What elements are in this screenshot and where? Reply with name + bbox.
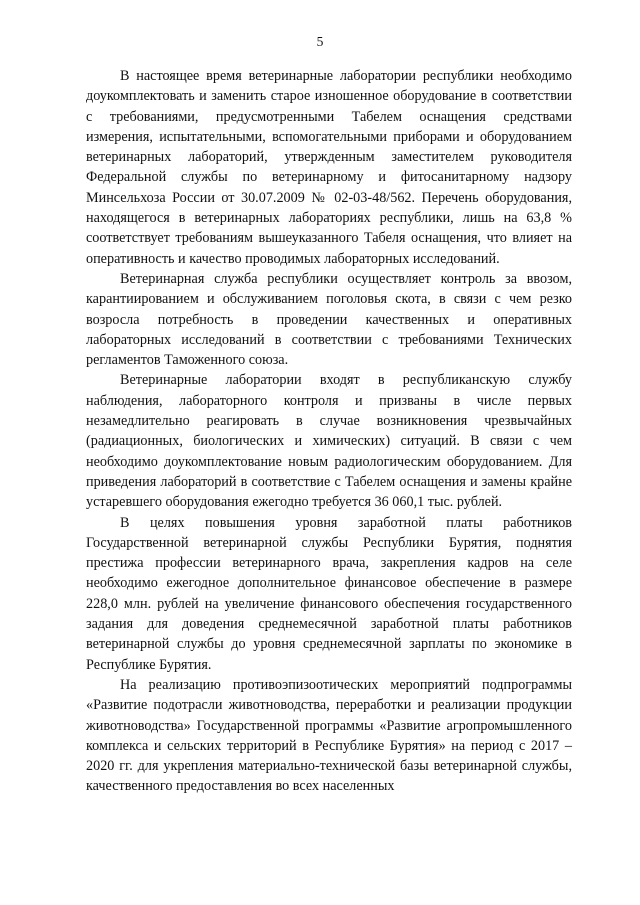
paragraph-lab-equipment: В настоящее время ветеринарные лаборатории республики необходимо доукомплектовать и заменить старое изношенное оборудование в соответствии с требованиями, предусмотренными Табелем оснащения средствами измерения, испытательными, вспомогательными приборами и оборудованием ветеринарных лабораторий, утвержденным заместителем руководителя Федеральной службы по ветеринарному и фитосанитарному надзору Минсельхоза России от 30.07.2009 № 02-03-48/562. Перечень оборудования, находящегося в ветеринарных лабораториях республики, лишь на 63,8 % соответствует требованиям вышеуказанного Табеля оснащения, что влияет на оперативность и качество проводимых лабораторных исследований. [86, 68, 572, 267]
paragraph-vet-service-control: Ветеринарная служба республики осуществляет контроль за ввозом, карантиированием и обслуживанием поголовья скота, в связи с чем резко возросла потребность в проведении качественных и оперативных лабораторных исследований в соответствии с требованиями Технических регламентов Таможенного союза. [86, 270, 572, 369]
page-number: 5 [316, 34, 324, 49]
paragraph-salary-funding: В целях повышения уровня заработной платы работников Государственной ветеринарной службы Республики Бурятия, поднятия престижа профессии ветеринарного врача, закрепления кадров на селе необходимо ежегодное дополнительное финансовое обеспечение в размере 228,0 млн. рублей на увеличение финансового обеспечения государственного задания для доведения среднемесячной заработной платы работников ветеринарной службы до уровня среднемесячной зарплаты по экономике в Республике Бурятия. [86, 514, 572, 673]
paragraph-antiepizootic-measures: На реализацию противоэпизоотических мероприятий подпрограммы «Развитие подотрасли животноводства, переработки и реализации продукции животноводства» Государственной программы «Развитие агропромышленного комплекса и сельских территорий в Республике Бурятия» на период с 2017 – 2020 гг. для укрепления материально-технической базы ветеринарной службы, качественного предоставления во всех населенных [86, 676, 572, 795]
document-body [86, 66, 572, 797]
paragraph-radiology-equipment: Ветеринарные лаборатории входят в республиканскую службу наблюдения, лабораторного контроля и призваны в числе первых незамедлительно реагировать в случае возникновения чрезвычайных (радиационных, биологических и химических) ситуаций. В связи с чем необходимо доукомплектование новым радиологическим оборудованием. Для приведения лабораторий в соответствие с Табелем оснащения и замены крайне устаревшего оборудования ежегодно требуется 36 060,1 тыс. рублей. [86, 372, 572, 511]
